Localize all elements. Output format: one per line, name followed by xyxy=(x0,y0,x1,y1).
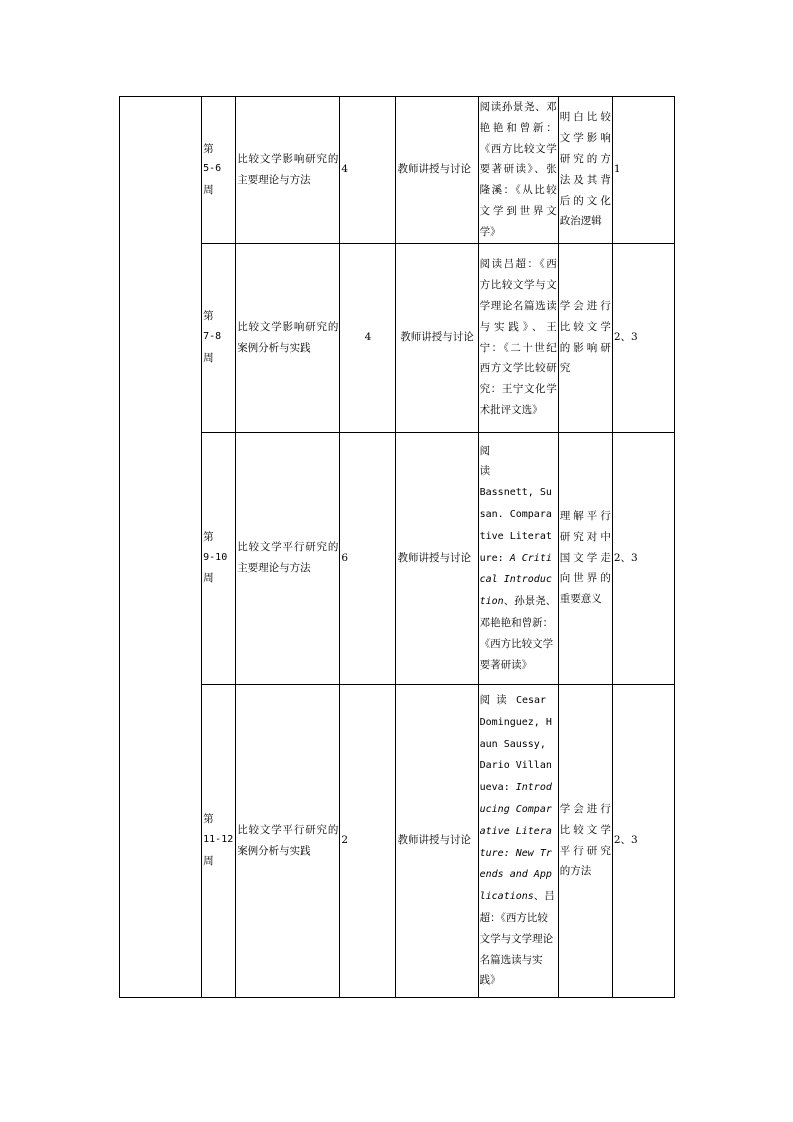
week-cell: 第 9-10 周 xyxy=(202,432,236,684)
week-cell: 第 5-6 周 xyxy=(202,97,236,244)
topic-cell: 比较文学平行研究的主要理论与方法 xyxy=(236,432,340,684)
objective-cell: 2、3 xyxy=(612,243,674,432)
reading-cell: 阅读孙景尧、邓艳艳和曾新：《西方比较文学要著研读》、张隆溪：《从比较文学到世界文学》 xyxy=(478,97,558,244)
week-cell: 第 7-8 周 xyxy=(202,243,236,432)
hours-cell: 6 xyxy=(340,432,396,684)
goal-cell: 理解平行研究对中国文学走向世界的重要意义 xyxy=(558,432,612,684)
goal-cell: 明白比较文学影响研究的方法及其背后的文化政治逻辑 xyxy=(558,97,612,244)
table-row xyxy=(120,432,675,684)
hours-cell: 4 xyxy=(340,97,396,244)
goal-cell: 学会进行比较文学平行研究的方法 xyxy=(558,684,612,997)
reading-cell: 阅读吕超：《西方比较文学与文学理论名篇选读与实践》、王宁：《二十世纪西方文学比较研究：王宁文化学术批评文选》 xyxy=(478,243,558,432)
table-row xyxy=(120,97,675,244)
goal-cell: 学会进行比较文学的影响研究 xyxy=(558,243,612,432)
hours-cell: 4 xyxy=(340,243,396,432)
topic-cell: 比较文学影响研究的主要理论与方法 xyxy=(236,97,340,244)
reading-cell: 阅读 Bassnett, Susan. Comparative Literature: A Critical Introduction、孙景尧、邓艳艳和曾新：《西方比较文学要著研读》 xyxy=(478,432,558,684)
merged-blank-cell xyxy=(120,97,202,998)
objective-cell: 2、3 xyxy=(612,432,674,684)
topic-cell: 比较文学影响研究的案例分析与实践 xyxy=(236,243,340,432)
table-row xyxy=(120,684,675,997)
week-cell: 第 11-12 周 xyxy=(202,684,236,997)
course-schedule-table xyxy=(119,96,675,998)
topic-cell: 比较文学平行研究的案例分析与实践 xyxy=(236,684,340,997)
method-cell: 教师讲授与讨论 xyxy=(396,432,478,684)
method-cell: 教师讲授与讨论 xyxy=(396,243,478,432)
table-row xyxy=(120,243,675,432)
reading-cell: 阅读 Cesar Dominguez, Haun Saussy, Dario Villanueva: Introducing Comparative Literature: New Trends and Applications、吕超：《西方比较文学与文学理论名篇选读与实践》 xyxy=(478,684,558,997)
objective-cell: 2、3 xyxy=(612,684,674,997)
objective-cell: 1 xyxy=(612,97,674,244)
method-cell: 教师讲授与讨论 xyxy=(396,97,478,244)
method-cell: 教师讲授与讨论 xyxy=(396,684,478,997)
hours-cell: 2 xyxy=(340,684,396,997)
